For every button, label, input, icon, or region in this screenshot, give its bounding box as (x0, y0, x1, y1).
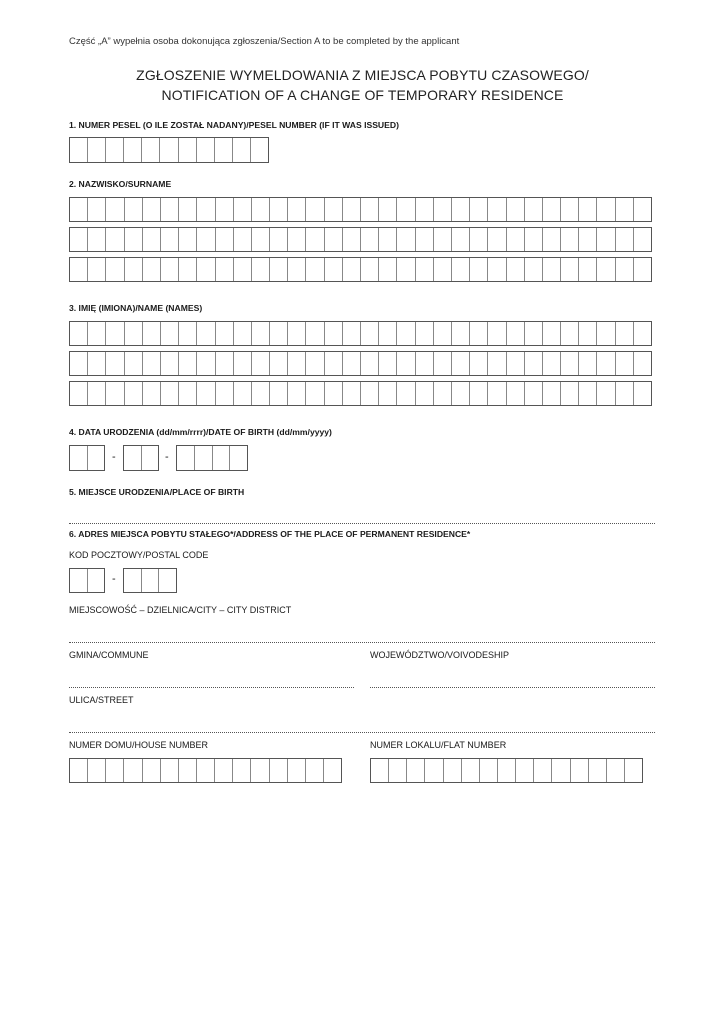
char-box[interactable] (106, 382, 124, 405)
char-box[interactable] (143, 382, 161, 405)
char-box[interactable] (452, 382, 470, 405)
char-box[interactable] (251, 138, 268, 162)
char-box[interactable] (434, 352, 452, 375)
char-box[interactable] (597, 258, 615, 281)
names-label: 3. IMIĘ (IMIONA)/NAME (NAMES) (69, 303, 203, 313)
form-title-line1: ZGŁOSZENIE WYMELDOWANIA Z MIEJSCA POBYTU CZASOWEGO/ (136, 67, 589, 83)
char-box[interactable] (571, 759, 589, 782)
char-box[interactable] (88, 228, 106, 251)
char-box[interactable] (634, 198, 651, 221)
char-box[interactable] (452, 198, 470, 221)
names-input-row-2[interactable] (69, 351, 652, 376)
postal-code-separator: - (112, 573, 116, 585)
char-box[interactable] (160, 138, 178, 162)
char-box[interactable] (407, 759, 425, 782)
char-box[interactable] (516, 759, 534, 782)
char-box[interactable] (233, 759, 251, 782)
char-box[interactable] (561, 352, 579, 375)
char-box[interactable] (325, 258, 343, 281)
char-box[interactable] (325, 382, 343, 405)
char-box[interactable] (161, 258, 179, 281)
char-box[interactable] (634, 382, 651, 405)
char-box[interactable] (416, 382, 434, 405)
char-box[interactable] (488, 382, 506, 405)
dob-separator-1: - (112, 451, 116, 463)
section-note: Część „A” wypełnia osoba dokonująca zgłoszenia/Section A to be completed by the applicant (69, 36, 460, 47)
char-box[interactable] (416, 322, 434, 345)
char-box[interactable] (195, 446, 213, 470)
char-box[interactable] (452, 352, 470, 375)
char-box[interactable] (233, 138, 251, 162)
char-box[interactable] (306, 228, 324, 251)
char-box[interactable] (106, 322, 124, 345)
char-box[interactable] (252, 382, 270, 405)
char-box[interactable] (125, 228, 143, 251)
char-box[interactable] (124, 446, 142, 470)
char-box[interactable] (252, 322, 270, 345)
char-box[interactable] (343, 198, 361, 221)
char-box[interactable] (434, 258, 452, 281)
char-box[interactable] (597, 228, 615, 251)
char-box[interactable] (88, 138, 106, 162)
char-box[interactable] (379, 352, 397, 375)
char-box[interactable] (270, 228, 288, 251)
char-box[interactable] (70, 382, 88, 405)
char-box[interactable] (106, 138, 124, 162)
char-box[interactable] (561, 258, 579, 281)
dob-month-input[interactable] (123, 445, 159, 471)
char-box[interactable] (343, 258, 361, 281)
char-box[interactable] (234, 352, 252, 375)
char-box[interactable] (179, 322, 197, 345)
char-box[interactable] (270, 352, 288, 375)
char-box[interactable] (462, 759, 480, 782)
char-box[interactable] (197, 228, 215, 251)
char-box[interactable] (179, 382, 197, 405)
char-box[interactable] (589, 759, 607, 782)
char-box[interactable] (543, 382, 561, 405)
char-box[interactable] (88, 569, 105, 592)
char-box[interactable] (179, 198, 197, 221)
char-box[interactable] (452, 228, 470, 251)
char-box[interactable] (270, 322, 288, 345)
char-box[interactable] (634, 322, 651, 345)
char-box[interactable] (561, 322, 579, 345)
house-number-label: NUMER DOMU/HOUSE NUMBER (69, 740, 209, 750)
char-box[interactable] (325, 352, 343, 375)
address-label: 6. ADRES MIEJSCA POBYTU STAŁEGO*/ADDRESS OF THE PLACE OF PERMANENT RESIDENCE* (69, 529, 471, 539)
char-box[interactable] (306, 352, 324, 375)
char-box[interactable] (143, 258, 161, 281)
char-box[interactable] (616, 352, 634, 375)
char-box[interactable] (252, 258, 270, 281)
char-box[interactable] (288, 228, 306, 251)
char-box[interactable] (324, 759, 341, 782)
street-label: ULICA/STREET (69, 695, 134, 705)
char-box[interactable] (488, 258, 506, 281)
char-box[interactable] (597, 382, 615, 405)
surname-input-row-2[interactable] (69, 227, 652, 252)
char-box[interactable] (216, 382, 234, 405)
char-box[interactable] (252, 198, 270, 221)
char-box[interactable] (106, 258, 124, 281)
char-box[interactable] (634, 258, 651, 281)
char-box[interactable] (507, 322, 525, 345)
char-box[interactable] (124, 138, 142, 162)
char-box[interactable] (525, 382, 543, 405)
char-box[interactable] (161, 352, 179, 375)
char-box[interactable] (306, 759, 324, 782)
char-box[interactable] (216, 228, 234, 251)
pesel-label: 1. NUMER PESEL (O ILE ZOSTAŁ NADANY)/PESEL NUMBER (IF IT WAS ISSUED) (69, 120, 399, 130)
char-box[interactable] (488, 228, 506, 251)
char-box[interactable] (197, 322, 215, 345)
char-box[interactable] (425, 759, 443, 782)
pesel-input[interactable] (69, 137, 269, 163)
char-box[interactable] (579, 228, 597, 251)
char-box[interactable] (452, 258, 470, 281)
dob-separator-2: - (165, 451, 169, 463)
char-box[interactable] (252, 228, 270, 251)
char-box[interactable] (397, 322, 415, 345)
char-box[interactable] (197, 382, 215, 405)
char-box[interactable] (161, 759, 179, 782)
char-box[interactable] (197, 759, 215, 782)
char-box[interactable] (579, 258, 597, 281)
char-box[interactable] (325, 228, 343, 251)
char-box[interactable] (88, 322, 106, 345)
postal-code-part2-input[interactable] (123, 568, 177, 593)
char-box[interactable] (288, 258, 306, 281)
char-box[interactable] (379, 228, 397, 251)
char-box[interactable] (416, 198, 434, 221)
char-box[interactable] (597, 352, 615, 375)
dob-year-input[interactable] (176, 445, 248, 471)
char-box[interactable] (234, 198, 252, 221)
street-input-line[interactable] (69, 732, 655, 733)
char-box[interactable] (361, 322, 379, 345)
char-box[interactable] (444, 759, 462, 782)
char-box[interactable] (579, 198, 597, 221)
char-box[interactable] (234, 228, 252, 251)
char-box[interactable] (525, 352, 543, 375)
dob-label: 4. DATA URODZENIA (dd/mm/rrrr)/DATE OF BIRTH (dd/mm/yyyy) (69, 427, 332, 437)
char-box[interactable] (470, 198, 488, 221)
char-box[interactable] (197, 258, 215, 281)
char-box[interactable] (434, 382, 452, 405)
char-box[interactable] (143, 759, 161, 782)
char-box[interactable] (179, 138, 197, 162)
char-box[interactable] (343, 352, 361, 375)
char-box[interactable] (397, 352, 415, 375)
char-box[interactable] (142, 446, 159, 470)
char-box[interactable] (379, 382, 397, 405)
char-box[interactable] (625, 759, 642, 782)
char-box[interactable] (470, 228, 488, 251)
char-box[interactable] (161, 322, 179, 345)
char-box[interactable] (179, 228, 197, 251)
char-box[interactable] (306, 322, 324, 345)
char-box[interactable] (125, 322, 143, 345)
char-box[interactable] (70, 759, 88, 782)
char-box[interactable] (106, 228, 124, 251)
char-box[interactable] (161, 228, 179, 251)
char-box[interactable] (498, 759, 516, 782)
char-box[interactable] (216, 352, 234, 375)
house-number-input[interactable] (69, 758, 342, 783)
char-box[interactable] (434, 322, 452, 345)
char-box[interactable] (88, 446, 105, 470)
char-box[interactable] (270, 759, 288, 782)
char-box[interactable] (525, 322, 543, 345)
char-box[interactable] (579, 382, 597, 405)
char-box[interactable] (525, 228, 543, 251)
commune-label: GMINA/COMMUNE (69, 650, 149, 660)
char-box[interactable] (343, 382, 361, 405)
char-box[interactable] (215, 138, 233, 162)
char-box[interactable] (379, 198, 397, 221)
surname-input-row-3[interactable] (69, 257, 652, 282)
city-label: MIEJSCOWOŚĆ – DZIELNICA/CITY – CITY DISTRICT (69, 605, 292, 615)
char-box[interactable] (216, 198, 234, 221)
postal-code-part1-input[interactable] (69, 568, 105, 593)
char-box[interactable] (507, 258, 525, 281)
char-box[interactable] (142, 138, 160, 162)
char-box[interactable] (216, 258, 234, 281)
char-box[interactable] (306, 198, 324, 221)
char-box[interactable] (270, 198, 288, 221)
char-box[interactable] (361, 228, 379, 251)
char-box[interactable] (106, 198, 124, 221)
char-box[interactable] (470, 382, 488, 405)
char-box[interactable] (288, 198, 306, 221)
names-input-row-1[interactable] (69, 321, 652, 346)
char-box[interactable] (616, 258, 634, 281)
char-box[interactable] (470, 352, 488, 375)
char-box[interactable] (488, 198, 506, 221)
char-box[interactable] (106, 759, 124, 782)
char-box[interactable] (70, 228, 88, 251)
char-box[interactable] (616, 198, 634, 221)
char-box[interactable] (597, 198, 615, 221)
char-box[interactable] (88, 198, 106, 221)
char-box[interactable] (179, 759, 197, 782)
surname-input-row-1[interactable] (69, 197, 652, 222)
char-box[interactable] (434, 198, 452, 221)
char-box[interactable] (143, 198, 161, 221)
char-box[interactable] (379, 258, 397, 281)
char-box[interactable] (230, 446, 247, 470)
flat-number-input[interactable] (370, 758, 643, 783)
char-box[interactable] (470, 322, 488, 345)
char-box[interactable] (70, 446, 88, 470)
char-box[interactable] (416, 258, 434, 281)
char-box[interactable] (434, 228, 452, 251)
char-box[interactable] (70, 322, 88, 345)
char-box[interactable] (306, 258, 324, 281)
postal-code-label: KOD POCZTOWY/POSTAL CODE (69, 550, 209, 560)
char-box[interactable] (616, 322, 634, 345)
char-box[interactable] (607, 759, 625, 782)
voivodeship-label: WOJEWÓDZTWO/VOIVODESHIP (370, 650, 509, 660)
char-box[interactable] (343, 228, 361, 251)
char-box[interactable] (234, 382, 252, 405)
char-box[interactable] (270, 382, 288, 405)
char-box[interactable] (197, 138, 215, 162)
char-box[interactable] (389, 759, 407, 782)
names-input-row-3[interactable] (69, 381, 652, 406)
char-box[interactable] (179, 352, 197, 375)
char-box[interactable] (616, 382, 634, 405)
char-box[interactable] (361, 258, 379, 281)
char-box[interactable] (543, 352, 561, 375)
char-box[interactable] (325, 322, 343, 345)
char-box[interactable] (507, 352, 525, 375)
char-box[interactable] (579, 322, 597, 345)
char-box[interactable] (177, 446, 195, 470)
form-title-line2: NOTIFICATION OF A CHANGE OF TEMPORARY RESIDENCE (161, 87, 564, 103)
char-box[interactable] (488, 352, 506, 375)
pob-label: 5. MIEJSCE URODZENIA/PLACE OF BIRTH (69, 487, 245, 497)
char-box[interactable] (88, 258, 106, 281)
char-box[interactable] (70, 258, 88, 281)
char-box[interactable] (397, 228, 415, 251)
flat-number-label: NUMER LOKALU/FLAT NUMBER (370, 740, 507, 750)
char-box[interactable] (288, 352, 306, 375)
char-box[interactable] (525, 258, 543, 281)
char-box[interactable] (125, 258, 143, 281)
char-box[interactable] (361, 352, 379, 375)
char-box[interactable] (106, 352, 124, 375)
char-box[interactable] (197, 352, 215, 375)
char-box[interactable] (213, 446, 231, 470)
char-box[interactable] (507, 228, 525, 251)
dob-day-input[interactable] (69, 445, 105, 471)
char-box[interactable] (306, 382, 324, 405)
char-box[interactable] (142, 569, 160, 592)
char-box[interactable] (159, 569, 176, 592)
char-box[interactable] (543, 228, 561, 251)
char-box[interactable] (379, 322, 397, 345)
char-box[interactable] (561, 198, 579, 221)
char-box[interactable] (534, 759, 552, 782)
char-box[interactable] (234, 322, 252, 345)
char-box[interactable] (251, 759, 269, 782)
char-box[interactable] (507, 198, 525, 221)
char-box[interactable] (288, 382, 306, 405)
char-box[interactable] (88, 759, 106, 782)
char-box[interactable] (361, 198, 379, 221)
char-box[interactable] (70, 138, 88, 162)
surname-label: 2. NAZWISKO/SURNAME (69, 179, 172, 189)
char-box[interactable] (143, 352, 161, 375)
char-box[interactable] (325, 198, 343, 221)
char-box[interactable] (525, 198, 543, 221)
char-box[interactable] (616, 228, 634, 251)
char-box[interactable] (561, 382, 579, 405)
char-box[interactable] (634, 352, 651, 375)
char-box[interactable] (252, 352, 270, 375)
char-box[interactable] (507, 382, 525, 405)
char-box[interactable] (125, 382, 143, 405)
char-box[interactable] (416, 228, 434, 251)
char-box[interactable] (452, 322, 470, 345)
char-box[interactable] (179, 258, 197, 281)
char-box[interactable] (552, 759, 570, 782)
char-box[interactable] (480, 759, 498, 782)
char-box[interactable] (343, 322, 361, 345)
char-box[interactable] (216, 322, 234, 345)
char-box[interactable] (124, 569, 142, 592)
voivodeship-input-line[interactable] (370, 687, 655, 688)
char-box[interactable] (70, 569, 88, 592)
char-box[interactable] (197, 198, 215, 221)
char-box[interactable] (543, 198, 561, 221)
char-box[interactable] (161, 382, 179, 405)
char-box[interactable] (234, 258, 252, 281)
char-box[interactable] (470, 258, 488, 281)
char-box[interactable] (579, 352, 597, 375)
char-box[interactable] (416, 352, 434, 375)
char-box[interactable] (397, 382, 415, 405)
char-box[interactable] (543, 322, 561, 345)
char-box[interactable] (70, 352, 88, 375)
char-box[interactable] (143, 322, 161, 345)
char-box[interactable] (543, 258, 561, 281)
char-box[interactable] (161, 198, 179, 221)
char-box[interactable] (70, 198, 88, 221)
char-box[interactable] (288, 759, 306, 782)
char-box[interactable] (361, 382, 379, 405)
char-box[interactable] (397, 258, 415, 281)
char-box[interactable] (561, 228, 579, 251)
city-input-line[interactable] (69, 642, 655, 643)
char-box[interactable] (88, 382, 106, 405)
char-box[interactable] (597, 322, 615, 345)
char-box[interactable] (397, 198, 415, 221)
char-box[interactable] (88, 352, 106, 375)
char-box[interactable] (371, 759, 389, 782)
char-box[interactable] (143, 228, 161, 251)
commune-input-line[interactable] (69, 687, 354, 688)
pob-input-line[interactable] (69, 523, 655, 524)
char-box[interactable] (125, 352, 143, 375)
char-box[interactable] (270, 258, 288, 281)
char-box[interactable] (288, 322, 306, 345)
char-box[interactable] (124, 759, 142, 782)
char-box[interactable] (634, 228, 651, 251)
char-box[interactable] (488, 322, 506, 345)
char-box[interactable] (215, 759, 233, 782)
char-box[interactable] (125, 198, 143, 221)
